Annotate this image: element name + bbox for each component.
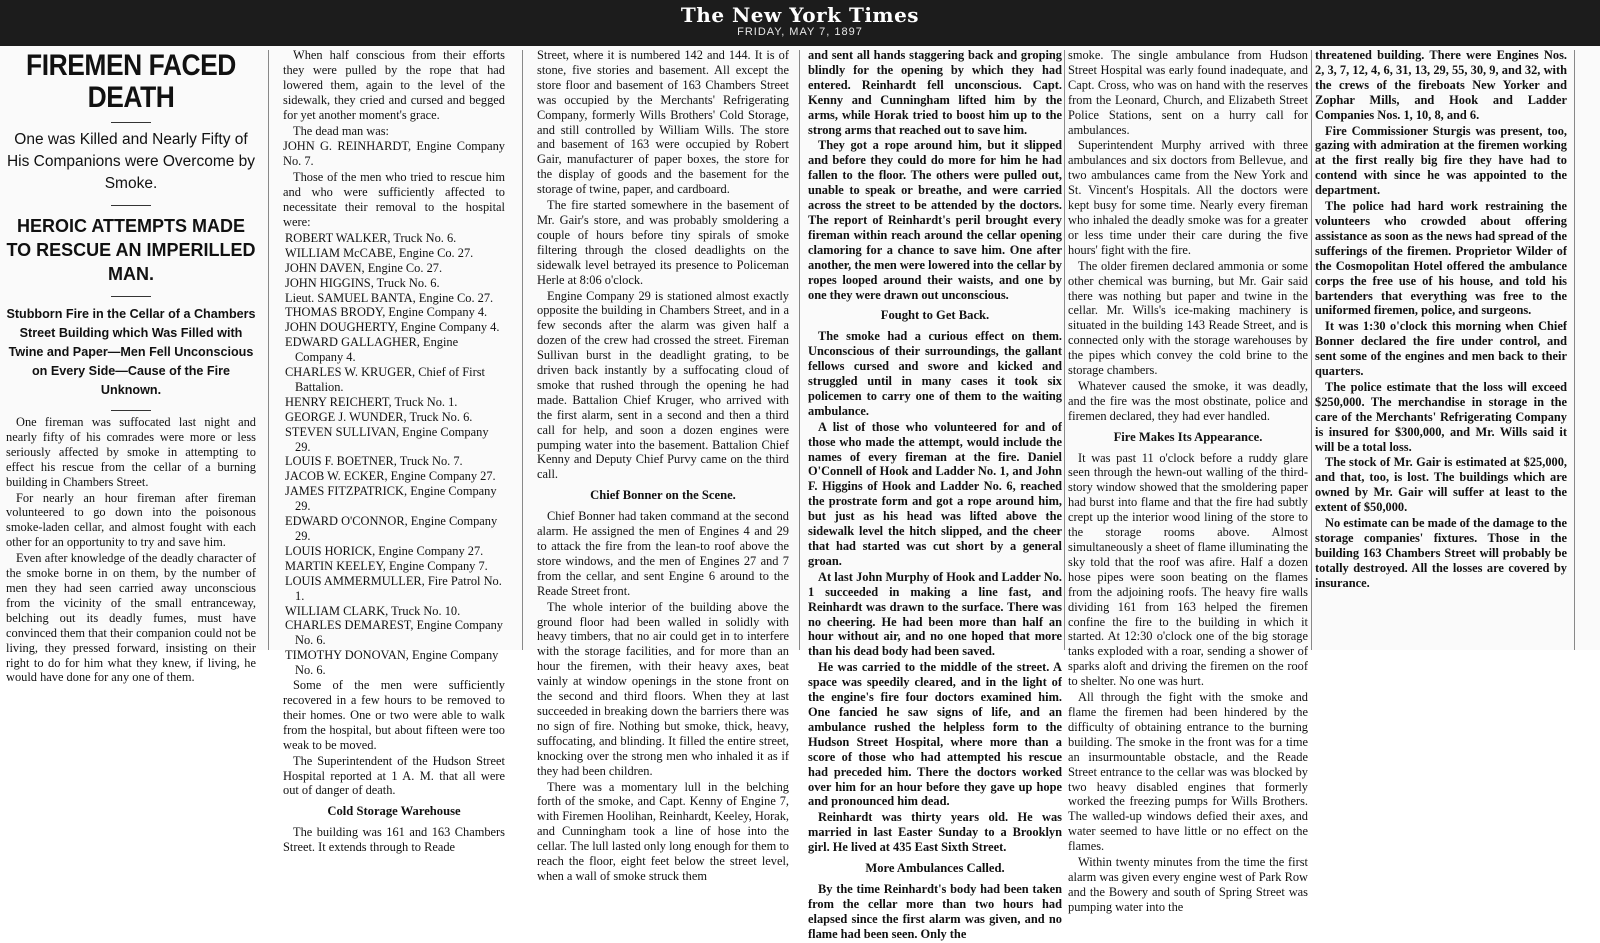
- list-item: LOUIS F. BOETNER, Truck No. 7.: [285, 454, 463, 469]
- paragraph: Fire Commissioner Sturgis was present, too, gazing with admiration at the firemen working at the first really big fire they have had to contend with since he was appointed to the department.: [1315, 123, 1567, 198]
- paragraph: Within twenty minutes from the time the first alarm was given every engine west of Park Row and the Bowery and south of Spring Street was pumping water into the: [1068, 855, 1308, 914]
- list-item: JAMES FITZPATRICK, Engine Company 29.: [285, 484, 497, 514]
- column-rule: [1311, 50, 1312, 650]
- deck-3: Stubborn Fire in the Cellar of a Chambers Street Building which Was Filled with Twine and Paper—Men Fell Unconscious on Every Side—Cause of the Fire Unknown.: [6, 307, 256, 397]
- list-item: MARTIN KEELEY, Engine Company 7.: [285, 558, 488, 573]
- deck-1: One was Killed and Nearly Fifty of His Companions were Overcome by Smoke.: [6, 131, 256, 192]
- list-item: Lieut. SAMUEL BANTA, Engine Co. 27.: [285, 290, 494, 305]
- divider: [111, 122, 151, 123]
- paragraph: There was a momentary lull in the belching forth of the smoke, and Capt. Kenny of Engine 7, with Firemen Hoolihan, Reinhardt, Keeley, Horak, and Cunningham took a line of hose into the cellar. The lull lasted only long enough for them to reach the floor, eight feet below the street level, when a wall of smoke struck them: [537, 779, 789, 883]
- paragraph: It was past 11 o'clock before a ruddy glare seen through the hewn-out walling of the third-story window showed that the smoldering paper had burst into flame and that the fire had subtly crept up the interior wood lining of the store to the storage rooms above. Almost simultaneously a sheet of flame illuminating the sky told that the roof was afire. Half a dozen hose pipes were soon beating on the flames from the adjoining roofs. The heavy fire walls dividing 161 from 163 helped the firemen confine the fire to the building in which it started. At 12:30 o'clock one of the big storage tanks exploded with a roar, sending a shower of sparks aloft and driving the firemen on the roof to shelter. No one was hurt.: [1068, 450, 1308, 689]
- list-item: JOHN HIGGINS, Truck No. 6.: [285, 275, 440, 290]
- list-item: CHARLES DEMAREST, Engine Company No. 6.: [285, 618, 503, 648]
- list-item: HENRY REICHERT, Truck No. 1.: [285, 394, 458, 409]
- list-item: EDWARD O'CONNOR, Engine Company 29.: [285, 514, 498, 543]
- list-item: WILLIAM McCABE, Engine Co. 27.: [285, 245, 474, 260]
- injured-list: [283, 231, 505, 678]
- list-item: LOUIS AMMERMULLER, Fire Patrol No. 1.: [285, 573, 502, 603]
- newspaper-page: [0, 46, 1600, 941]
- divider: [111, 296, 151, 297]
- column-rule: [522, 50, 523, 650]
- paragraph: Reinhardt was thirty years old. He was married in last Easter Sunday to a Brooklyn girl. He lived at 435 East Sixth Street.: [808, 810, 1062, 855]
- paragraph: Those of the men who tried to rescue him and who were sufficiently affected to necessitate their removal to the hospital were:: [283, 170, 505, 229]
- paragraph: threatened building. There were Engines Nos. 2, 3, 7, 12, 4, 6, 31, 13, 29, 55, 30, 9, and 32, with the crews of the fireboats New Yorker and Zophar Mills, and Hook and Ladder Companies Nos. 1, 10, 8, and 6.: [1315, 48, 1567, 122]
- list-item: CHARLES W. KRUGER, Chief of First Battalion.: [285, 365, 485, 394]
- divider: [111, 410, 151, 411]
- subheading: Chief Bonner on the Scene.: [590, 488, 736, 503]
- dateline: FRIDAY, MAY 7, 1897: [737, 26, 863, 38]
- deck-2: HEROIC ATTEMPTS MADE TO RESCUE AN IMPERILLED MAN.: [6, 216, 256, 284]
- column-3: [537, 48, 789, 885]
- paragraph: The whole interior of the building above the ground floor had been walled in solidly with heavy timbers, that no air could get in to interfere with the storage facilities, and for more than an hour the firemen, with their heavy axes, beat vainly at window openings in the stone front on the second and third floors. When they at last succeeded in breaking down the barriers there was no sign of fire. Nothing but smoke, thick, heavy, suffocating, and blinding. It filled the entire street, knocking over the strong men who inhaled it as if they had been children.: [537, 599, 789, 778]
- paragraph: and sent all hands staggering back and groping blindly for the opening by which they had entered. Reinhardt fell unconscious. Capt. Kenny and Cunningham lifted him by the arms, while Horak tried to boost him up to the strong arms that reached out to save him.: [808, 48, 1062, 137]
- paragraph: At last John Murphy of Hook and Ladder No. 1 succeeded in making a line fast, and Reinhardt was drawn to the surface. There was no cheering. He had been more than half an hour without air, and no one hoped that more than his dead body had been saved.: [808, 569, 1062, 659]
- paragraph: Superintendent Murphy arrived with three ambulances and six doctors from Bellevue, and two ambulances came from the New York and St. Vincent's Hospitals. All the doctors were kept busy for some time. Nearly every fireman who inhaled the deadly smoke was for a greater or less time under their care during the five hours' fight with the fire.: [1068, 138, 1308, 257]
- column-4: [808, 48, 1062, 943]
- paragraph: For nearly an hour fireman after fireman volunteered to go down into the poisonous smoke-laden cellar, and almost fought with each other for an opportunity to try and save him.: [6, 490, 256, 550]
- paragraph: smoke. The single ambulance from Hudson Street Hospital was early found inadequate, and Capt. Cross, who was on hand with the reserves from the Leonard, Church, and Elizabeth Street Police Stations, sent on a hurry call for ambulances.: [1068, 48, 1308, 137]
- paragraph: The police had hard work restraining the volunteers who crowded about offering assistance as soon as the news had spread of the sufferings of the firemen. Proprietor Wilder of the Cosmopolitan Hotel offered the ambulance corps the free use of his house, and told his bartenders that everything was free to the uniformed firemen, police, and surgeons.: [1315, 199, 1567, 318]
- list-item: GEORGE J. WUNDER, Truck No. 6.: [285, 409, 473, 424]
- list-item: JOHN DAVEN, Engine Co. 27.: [285, 260, 443, 275]
- subheading: Fire Makes Its Appearance.: [1113, 429, 1263, 444]
- subheading: Cold Storage Warehouse: [327, 804, 461, 819]
- paragraph: The fire started somewhere in the basement of Mr. Gair's store, and was probably smoldering a couple of hours before tiny spirals of smoke filtering through the closed deadlights on the sidewalk level betrayed its presence to Policeman Herle at 8:06 o'clock.: [537, 198, 789, 287]
- masthead: The New York Times: [680, 3, 920, 27]
- list-item: TIMOTHY DONOVAN, Engine Company No. 6.: [285, 648, 499, 678]
- dead-name: JOHN G. REINHARDT, Engine Company No. 7.: [283, 139, 505, 169]
- headline: FIREMEN FACED DEATH: [26, 49, 236, 114]
- list-item: JACOB W. ECKER, Engine Company 27.: [285, 469, 496, 484]
- list-item: LOUIS HORICK, Engine Company 27.: [285, 543, 484, 558]
- paragraph: By the time Reinhardt's body had been taken from the cellar more than two hours had elapsed since the first alarm was given, and no flame had been seen. Only the: [808, 881, 1062, 941]
- column-6: [1315, 48, 1567, 592]
- dead-label: The dead man was:: [293, 123, 389, 138]
- paragraph: Some of the men were sufficiently recovered in a few hours to be removed to their homes. One or two were able to walk from the hospital, but about fifteen were too weak to be moved.: [283, 678, 505, 752]
- column-5: [1068, 48, 1308, 916]
- list-item: JOHN DOUGHERTY, Engine Company 4.: [285, 320, 500, 335]
- column-rule: [268, 50, 269, 650]
- paragraph: One fireman was suffocated last night and nearly fifty of his comrades were more or less seriously affected by smoke in attempting to effect his rescue from the cellar of a burning building in Chambers Street.: [6, 415, 256, 489]
- paragraph: The stock of Mr. Gair is estimated at $25,000, and that, too, is lost. The buildings which are owned by Mr. Gair will suffer at least to the extent of $50,000.: [1315, 455, 1567, 515]
- subheading: More Ambulances Called.: [865, 861, 1005, 876]
- paragraph: The smoke had a curious effect on them. Unconscious of their surroundings, the gallant fellows cursed and swore and kicked and struggled until in many cases it took six policemen to carry one of them to the waiting ambulance.: [808, 329, 1062, 418]
- column-rule: [1574, 50, 1575, 650]
- paragraph: They got a rope around him, but it slipped and before they could do more for him he had fallen to the floor. The others were pulled out, unable to speak or breathe, and were carried across the street to be attended by the doctors. The report of Reinhardt's peril brought every fireman within reach around the cellar opening clamoring for a chance to save him. One after another, the men were lowered into the cellar by ropes looped around their waists, and one by one they were drawn out unconscious.: [808, 138, 1062, 302]
- top-bar: [0, 0, 1600, 46]
- paragraph: All through the fight with the smoke and flame the firemen had been hindered by the difficulty of obtaining entrance to the burning building. The smoke in the front was for a time an insurmountable obstacle, and the Reade Street entrance to the cellar was was blocked by two heavy disabled engines that formerly worked the freezing pumps for Wills Brothers. The walled-up windows defied their axes, and water seemed to have little or no effect on the flames.: [1068, 690, 1308, 854]
- paragraph: The police estimate that the loss will exceed $250,000. The merchandise in storage in the care of the Merchants' Refrigerating Company is insured for $300,000, and Mr. Wills said it will be a total loss.: [1315, 379, 1567, 454]
- list-item: STEVEN SULLIVAN, Engine Company 29.: [285, 424, 489, 454]
- paragraph: He was carried to the middle of the street. A space was speedily cleared, and in the light of the engine's fire four doctors examined him. One fancied he saw signs of life, and an ambulance rushed the helpless form to the Hudson Street Hospital, where more than a score of those who had attempted his rescue had preceded him. There the doctors worked over him for an hour before they gave up hope and pronounced him dead.: [808, 660, 1062, 809]
- column-rule: [1064, 50, 1065, 650]
- paragraph: Chief Bonner had taken command at the second alarm. He assigned the men of Engines 4 and 29 to attack the fire from the lean-to roof above the store windows, and the men of Engines 27 and 7 from the cellar, and sent Engine 6 around to the Reade Street front.: [537, 509, 789, 598]
- paragraph: The building was 161 and 163 Chambers Street. It extends through to Reade: [283, 825, 505, 855]
- paragraph: Whatever caused the smoke, it was deadly, and the fire was the most obstinate, police and firemen declared, they had ever handled.: [1068, 378, 1308, 423]
- paragraph: The older firemen declared ammonia or some other chemical was burning, but Mr. Gair said there was nothing but paper and twine in the cellar. Mr. Wills's ice-making machinery is situated in the building 143 Reade Street, and is connected only with the storage warehouses by the pipes which convey the cold brine to the storage chambers.: [1068, 258, 1308, 378]
- column-2: [283, 48, 505, 856]
- paragraph: The Superintendent of the Hudson Street Hospital reported at 1 A. M. that all were out of danger of death.: [283, 753, 505, 798]
- paragraph: It was 1:30 o'clock this morning when Chief Bonner declared the fire under control, and sent some of the engines and men back to their quarters.: [1315, 319, 1567, 379]
- list-item: EDWARD GALLAGHER, Engine Company 4.: [285, 335, 459, 365]
- paragraph: Even after knowledge of the deadly character of the smoke borne in on them, by the number of men they had seen carried away unconscious from the vicinity of the small entranceway, belching out its deadly fumes, must have convinced them that their companion could not be living, they pressed forward, insisting on their right to do for him what they knew, if living, he would have done for any one of them.: [6, 551, 256, 685]
- subheading: Fought to Get Back.: [880, 308, 990, 323]
- list-item: WILLIAM CLARK, Truck No. 10.: [285, 603, 461, 618]
- column-rule: [799, 50, 800, 650]
- paragraph: Engine Company 29 is stationed almost exactly opposite the building in Chambers Street, and in a few seconds after the alarm was given half a dozen of the crew had crossed the street. Fireman Sullivan burst in the deadlight grating, to be driven back instantly by a suffocating cloud of smoke that rushed through the opening he had made. Battalion Chief Kruger, who arrived with the first alarm, sent in a second and then a third call for help, and soon a dozen engines were pumping water into the basement. Battalion Chief Kenny and Deputy Chief Purvy came on the third call.: [537, 288, 789, 482]
- paragraph: No estimate can be made of the damage to the storage companies' fixtures. Those in the building 163 Chambers Street will probably be totally destroyed. All the losses are covered by insurance.: [1315, 516, 1567, 590]
- divider: [111, 205, 151, 206]
- list-item: THOMAS BRODY, Engine Company 4.: [285, 305, 488, 320]
- paragraph: A list of those who volunteered for and of those who made the attempt, would include the names of every fireman at the fire. Daniel O'Connell of Hook and Ladder No. 1, and John F. Higgins of Hook and Ladder No. 6, reached the prostrate form and got a rope around him, but just as his head was lifted above the sidewalk level the hitch slipped, and the cheer that had started was cut short by a general groan.: [808, 419, 1062, 568]
- column-1: [6, 48, 256, 686]
- paragraph: When half conscious from their efforts they were pulled by the rope that had lowered them, again to the level of the sidewalk, they cried and cursed and begged for yet another moment's grace.: [283, 48, 505, 122]
- paragraph: Street, where it is numbered 142 and 144. It is of stone, five stories and basement. All except the store floor and basement of 163 Chambers Street was occupied by the Merchants' Refrigerating Company, formerly Wills Brothers' Cold Storage, and still controlled by William Wills. The store and basement of 163 were occupied by Robert Gair, manufacturer of paper boxes, the store for the display of goods and the basement for the storage of twine, paper, and cardboard.: [537, 48, 789, 197]
- list-item: ROBERT WALKER, Truck No. 6.: [285, 230, 457, 245]
